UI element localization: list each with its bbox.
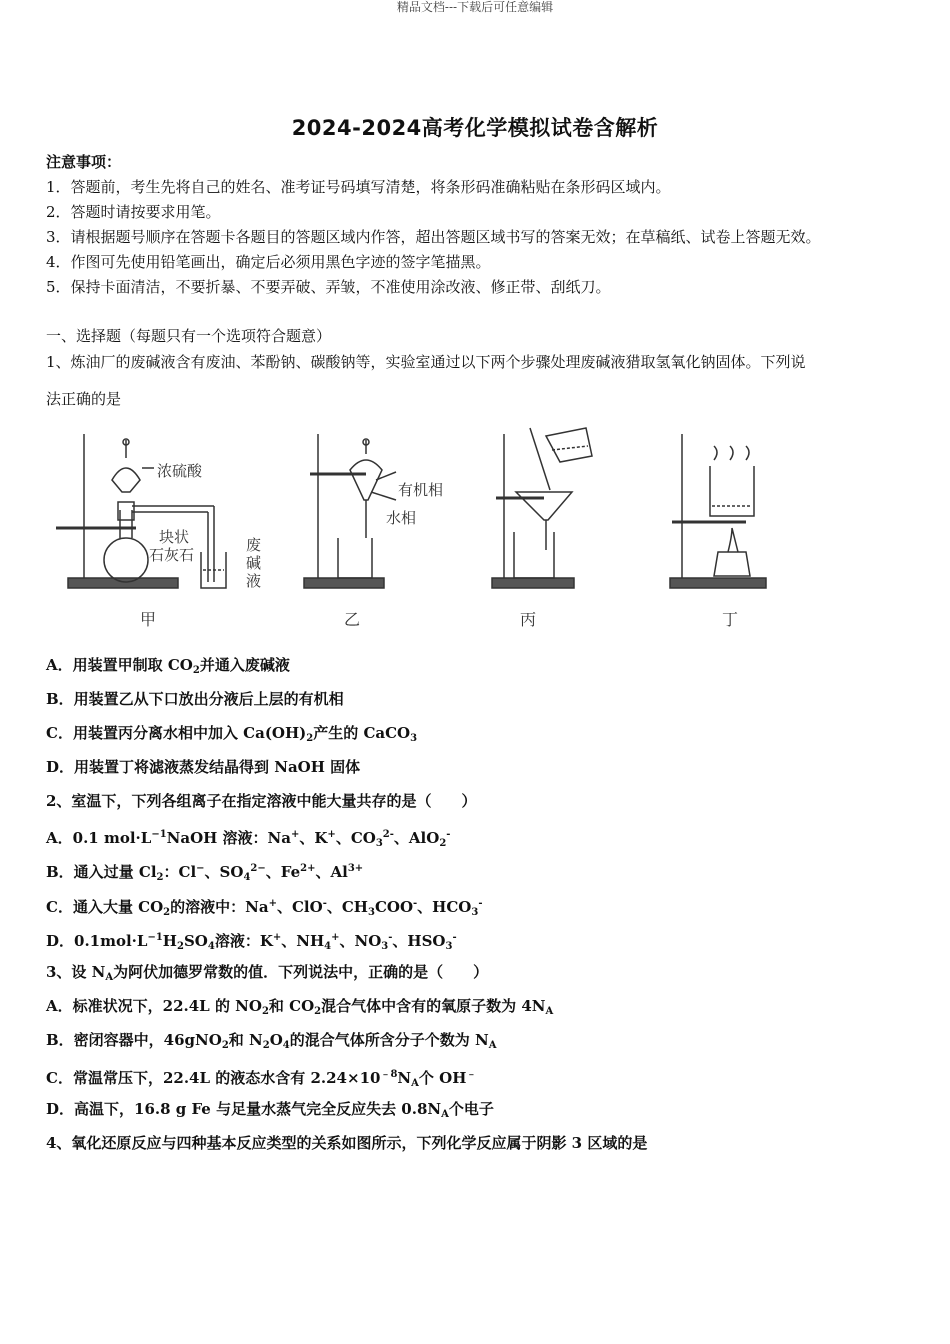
notice-item-2: 2．答题时请按要求用笔。 (46, 203, 221, 221)
q3-option-d (46, 1099, 494, 1125)
notice-item-1: 1．答题前，考生先将自己的姓名、准考证号码填写清楚，将条形码准确粘贴在条形码区域内。 (46, 178, 671, 196)
seg: 、HCO (417, 898, 472, 916)
seg: ﹣8 (380, 1069, 398, 1080)
seg: 、Fe (265, 863, 301, 881)
fig-label-yi: 乙 (344, 610, 361, 629)
seg: 个电子 (448, 1100, 494, 1118)
seg: ﹣ (466, 1069, 477, 1080)
label-waste-2: 碱 (246, 554, 262, 572)
seg: 个 OH (418, 1069, 467, 1087)
seg: 和 CO (268, 997, 315, 1015)
seg: B．通入过量 Cl (46, 863, 157, 881)
seg: 混合气体中含有的氧原子数为 4N (321, 997, 546, 1015)
seg: 2 (156, 872, 164, 883)
seg: 4 (207, 941, 215, 952)
q1-c-sub1: 2 (306, 733, 314, 744)
seg: A．0.1 mol·L (46, 829, 152, 847)
q2-option-b (46, 859, 363, 888)
seg: 3+ (347, 863, 364, 874)
seg: 3 (381, 941, 389, 952)
label-waste-1: 废 (246, 536, 262, 554)
label-lump: 块状 (159, 528, 190, 546)
seg: 2 (176, 941, 184, 952)
seg: 2 (163, 907, 171, 918)
seg: - (413, 898, 418, 909)
q1-option-a (46, 655, 290, 681)
seg: C．通入大量 CO (46, 898, 164, 916)
seg: - (322, 898, 327, 909)
seg: B．密闭容器中，46gNO (46, 1031, 222, 1049)
notice-item-4: 4．作图可先使用铅笔画出，确定后必须用黑色字迹的签字笔描黑。 (46, 253, 491, 271)
q1-option-b: B．用装置乙从下口放出分液后上层的有机相 (46, 690, 344, 708)
q1-a-text: A．用装置甲制取 CO (46, 656, 193, 674)
q3-option-b (46, 1030, 496, 1056)
seg: D．0.1mol·L (46, 932, 148, 950)
q3-option-c (46, 1065, 476, 1094)
seg: 2 (261, 1006, 269, 1017)
seg: COO (374, 898, 414, 916)
seg: A (441, 1109, 449, 1120)
seg: - (452, 932, 457, 943)
seg: + (290, 829, 300, 840)
seg: ：Cl (163, 863, 197, 881)
seg: − (196, 863, 205, 874)
seg: 2 (221, 1040, 229, 1051)
seg: 、Al (315, 863, 348, 881)
q2-stem: 2、室温下，下列各组离子在指定溶液中能大量共存的是（ ） (46, 792, 477, 810)
seg: 2 (262, 1040, 270, 1051)
seg: A．标准状况下，22.4L 的 NO (46, 997, 262, 1015)
seg: - (446, 829, 451, 840)
q1-c-text: C．用装置丙分离水相中加入 Ca(OH) (46, 724, 307, 742)
q2-option-a (46, 825, 450, 854)
q1-stem-line2: 法正确的是 (46, 390, 122, 408)
q1-c-sub2: 3 (410, 733, 418, 744)
q1-c-text2: 产生的 CaCO (313, 724, 411, 742)
seg: 2- (382, 829, 394, 840)
seg: A (105, 972, 114, 983)
q1-a-sub: 2 (192, 665, 200, 676)
q1-stem-line1: 1、炼油厂的废碱液含有废油、苯酚钠、碳酸钠等，实验室通过以下两个步骤处理废碱液猎取氢氧化钠固体。下列说 (46, 353, 806, 371)
seg: 、ClO (276, 898, 323, 916)
q2-option-c (46, 894, 482, 923)
seg: 3 (367, 907, 375, 918)
q2-option-d (46, 928, 457, 957)
notice-item-5: 5．保持卡面清洁，不要折暴、不要弄破、弄皱，不准使用涂改液、修正带、刮纸刀。 (46, 278, 611, 296)
seg: 3、设 N (46, 963, 106, 981)
seg: - (388, 932, 393, 943)
q3-option-a (46, 996, 553, 1022)
seg: 、SO (204, 863, 244, 881)
seg: + (268, 898, 277, 909)
seg: 、AlO (393, 829, 440, 847)
seg: 、K (299, 829, 328, 847)
q1-option-c (46, 723, 417, 749)
seg: + (327, 829, 336, 840)
seg: A (411, 1078, 419, 1089)
seg: C．常温常压下，22.4L 的液态水含有 2.24×10 (46, 1069, 381, 1087)
seg: 和 N (228, 1031, 263, 1049)
seg: + (272, 932, 282, 943)
seg: −1 (147, 932, 163, 943)
seg: 4 (324, 941, 332, 952)
fig-label-jia: 甲 (140, 610, 157, 629)
seg: 、NO (339, 932, 382, 950)
seg: 3 (375, 838, 383, 849)
seg: 2+ (300, 863, 316, 874)
apparatus-figure (46, 420, 806, 640)
seg: - (478, 898, 483, 909)
fig-label-ding: 丁 (722, 610, 739, 629)
seg: 2 (314, 1006, 322, 1017)
seg: 4 (243, 872, 251, 883)
seg: N (397, 1069, 412, 1087)
seg: 、CH (326, 898, 368, 916)
notice-item-3: 3．请根据题号顺序在答题卡各题目的答题区域内作答，超出答题区域书写的答案无效；在草稿纸、试卷上答题无效。 (46, 228, 821, 246)
fig-label-bing: 丙 (520, 610, 537, 629)
section-heading: 一、选择题（每题只有一个选项符合题意） (46, 327, 332, 345)
seg: −1 (151, 829, 167, 840)
seg: SO (183, 932, 208, 950)
q3-stem (46, 962, 488, 988)
seg: 、NH (281, 932, 325, 950)
seg: 的溶液中：Na (170, 898, 269, 916)
seg: A (488, 1040, 497, 1051)
notice-heading: 注意事项： (46, 153, 122, 171)
seg: O (269, 1031, 283, 1049)
seg: 2− (250, 863, 266, 874)
seg: 3 (471, 907, 479, 918)
label-limestone: 石灰石 (149, 546, 195, 564)
seg: 2 (439, 838, 447, 849)
seg: 4 (282, 1040, 290, 1051)
label-conc-sulfuric-acid: 浓硫酸 (157, 462, 203, 480)
q4-stem: 4、氧化还原反应与四种基本反应类型的关系如图所示，下列化学反应属于阴影 3 区域的是 (46, 1134, 648, 1152)
label-water-phase: 水相 (386, 509, 417, 527)
seg: 、HSO (392, 932, 446, 950)
seg: 溶液：K (214, 932, 273, 950)
seg: H (162, 932, 177, 950)
page-title: 2024-2024高考化学模拟试卷含解析 (291, 116, 659, 140)
page-header-note: 精品文档---下载后可任意编辑 (396, 0, 554, 14)
label-waste-3: 液 (246, 572, 262, 590)
q1-option-d: D．用装置丁将滤液蒸发结晶得到 NaOH 固体 (46, 758, 361, 776)
seg: 为阿伏加德罗常数的值．下列说法中，正确的是（ ） (113, 963, 489, 981)
seg: 的混合气体所含分子个数为 N (289, 1031, 489, 1049)
seg: 、CO (335, 829, 376, 847)
seg: A (545, 1006, 554, 1017)
q1-a-text2: 并通入废碱液 (199, 656, 290, 674)
seg: D．高温下，16.8 g Fe 与足量水蒸气完全反应失去 0.8N (46, 1100, 442, 1118)
seg: NaOH 溶液：Na (166, 829, 291, 847)
label-organic-phase: 有机相 (398, 481, 444, 499)
seg: + (331, 932, 340, 943)
seg: 3 (445, 941, 453, 952)
